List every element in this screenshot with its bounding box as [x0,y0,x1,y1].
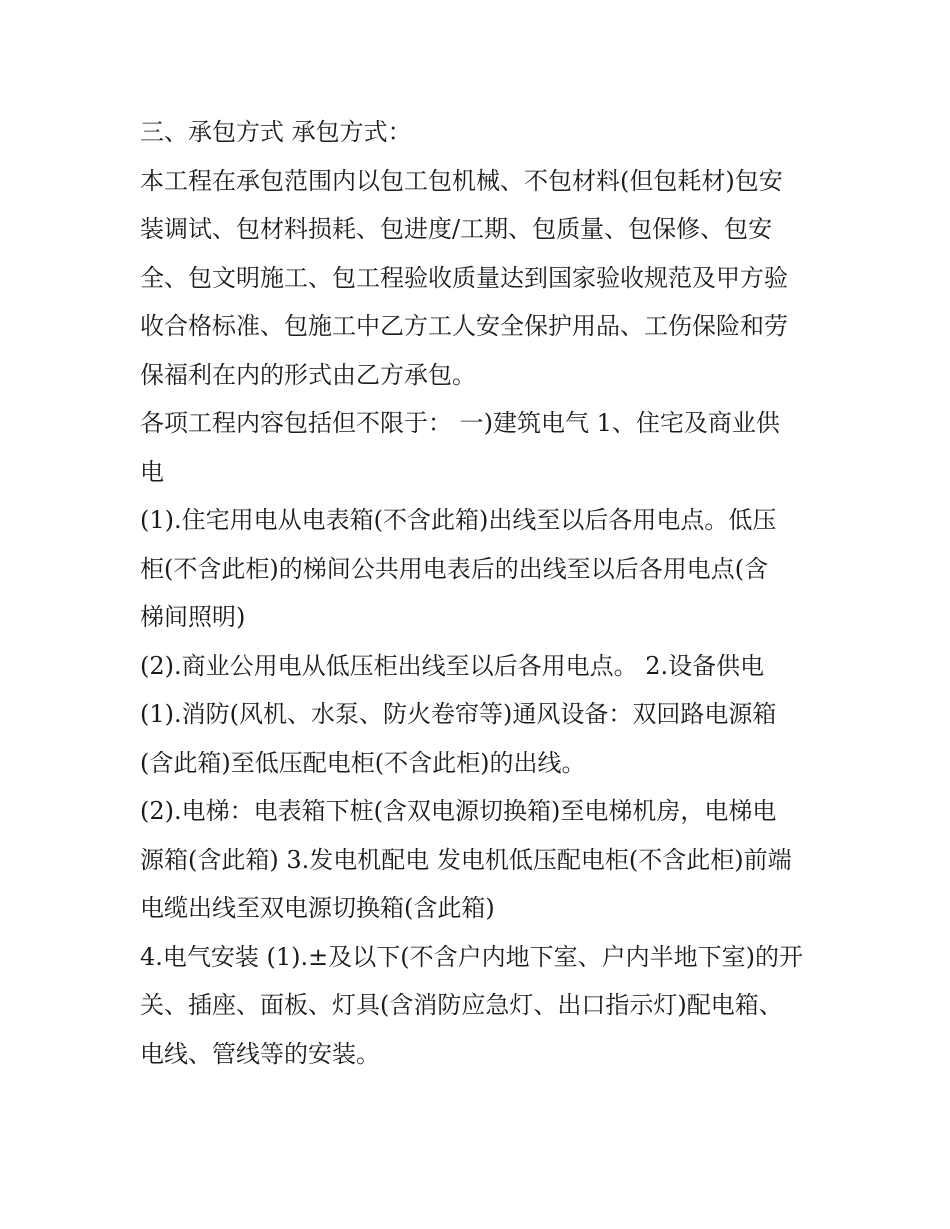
paragraph-fire-equipment [140,690,830,787]
text-line: 全、包文明施工、包工程验收质量达到国家验收规范及甲方验 [140,263,788,292]
text-line: 各项工程内容包括但不限于： 一)建筑电气 1、住宅及商业供 [140,409,780,437]
text-line: 源箱(含此箱) 3.发电机配电 发电机低压配电柜(不含此柜)前端 [140,845,792,874]
text-line: 柜(不含此柜)的梯间公共用电表后的出线至以后各用电点(含 [140,554,769,583]
paragraph-items [140,399,830,496]
text-line: 梯间照明) [140,603,246,631]
text-line: 4.电气安装 (1).±及以下(不含户内地下室、户内半地下室)的开 [140,942,803,971]
text-line: 装调试、包材料损耗、包进度/工期、包质量、包保修、包安 [140,215,773,243]
text-line: 电 [140,457,164,486]
paragraph-elevator [140,787,830,933]
paragraph-residential [140,496,830,642]
paragraph-commercial [140,642,830,691]
text-line: (2).电梯：电表箱下桩(含双电源切换箱)至电梯机房，电梯电 [140,797,777,825]
text-line: 三、承包方式 承包方式： [140,118,412,146]
text-line: 收合格标准、包施工中乙方工人安全保护用品、工伤保险和劳 [140,312,788,340]
paragraph-scope [140,157,830,400]
text-line: (2).商业公用电从低压柜出线至以后各用电点。 2.设备供电 [140,651,765,680]
heading-contract-method [140,108,830,157]
text-line: 电线、管线等的安装。 [140,1039,380,1068]
text-line: (1).消防(风机、水泵、防火卷帘等)通风设备：双回路电源箱 [140,700,777,728]
text-line: 保福利在内的形式由乙方承包。 [140,360,476,389]
text-line: 本工程在承包范围内以包工包机械、不包材料(但包耗材)包安 [140,166,783,195]
text-line: 关、插座、面板、灯具(含消防应急灯、出口指示灯)配电箱、 [140,991,783,1019]
document-body [140,108,830,1078]
text-line: 电缆出线至双电源切换箱(含此箱) [140,894,495,922]
text-line: (含此箱)至低压配电柜(不含此柜)的出线。 [140,748,586,777]
paragraph-installation [140,933,830,1079]
text-line: (1).住宅用电从电表箱(不含此箱)出线至以后各用电点。低压 [140,506,777,534]
